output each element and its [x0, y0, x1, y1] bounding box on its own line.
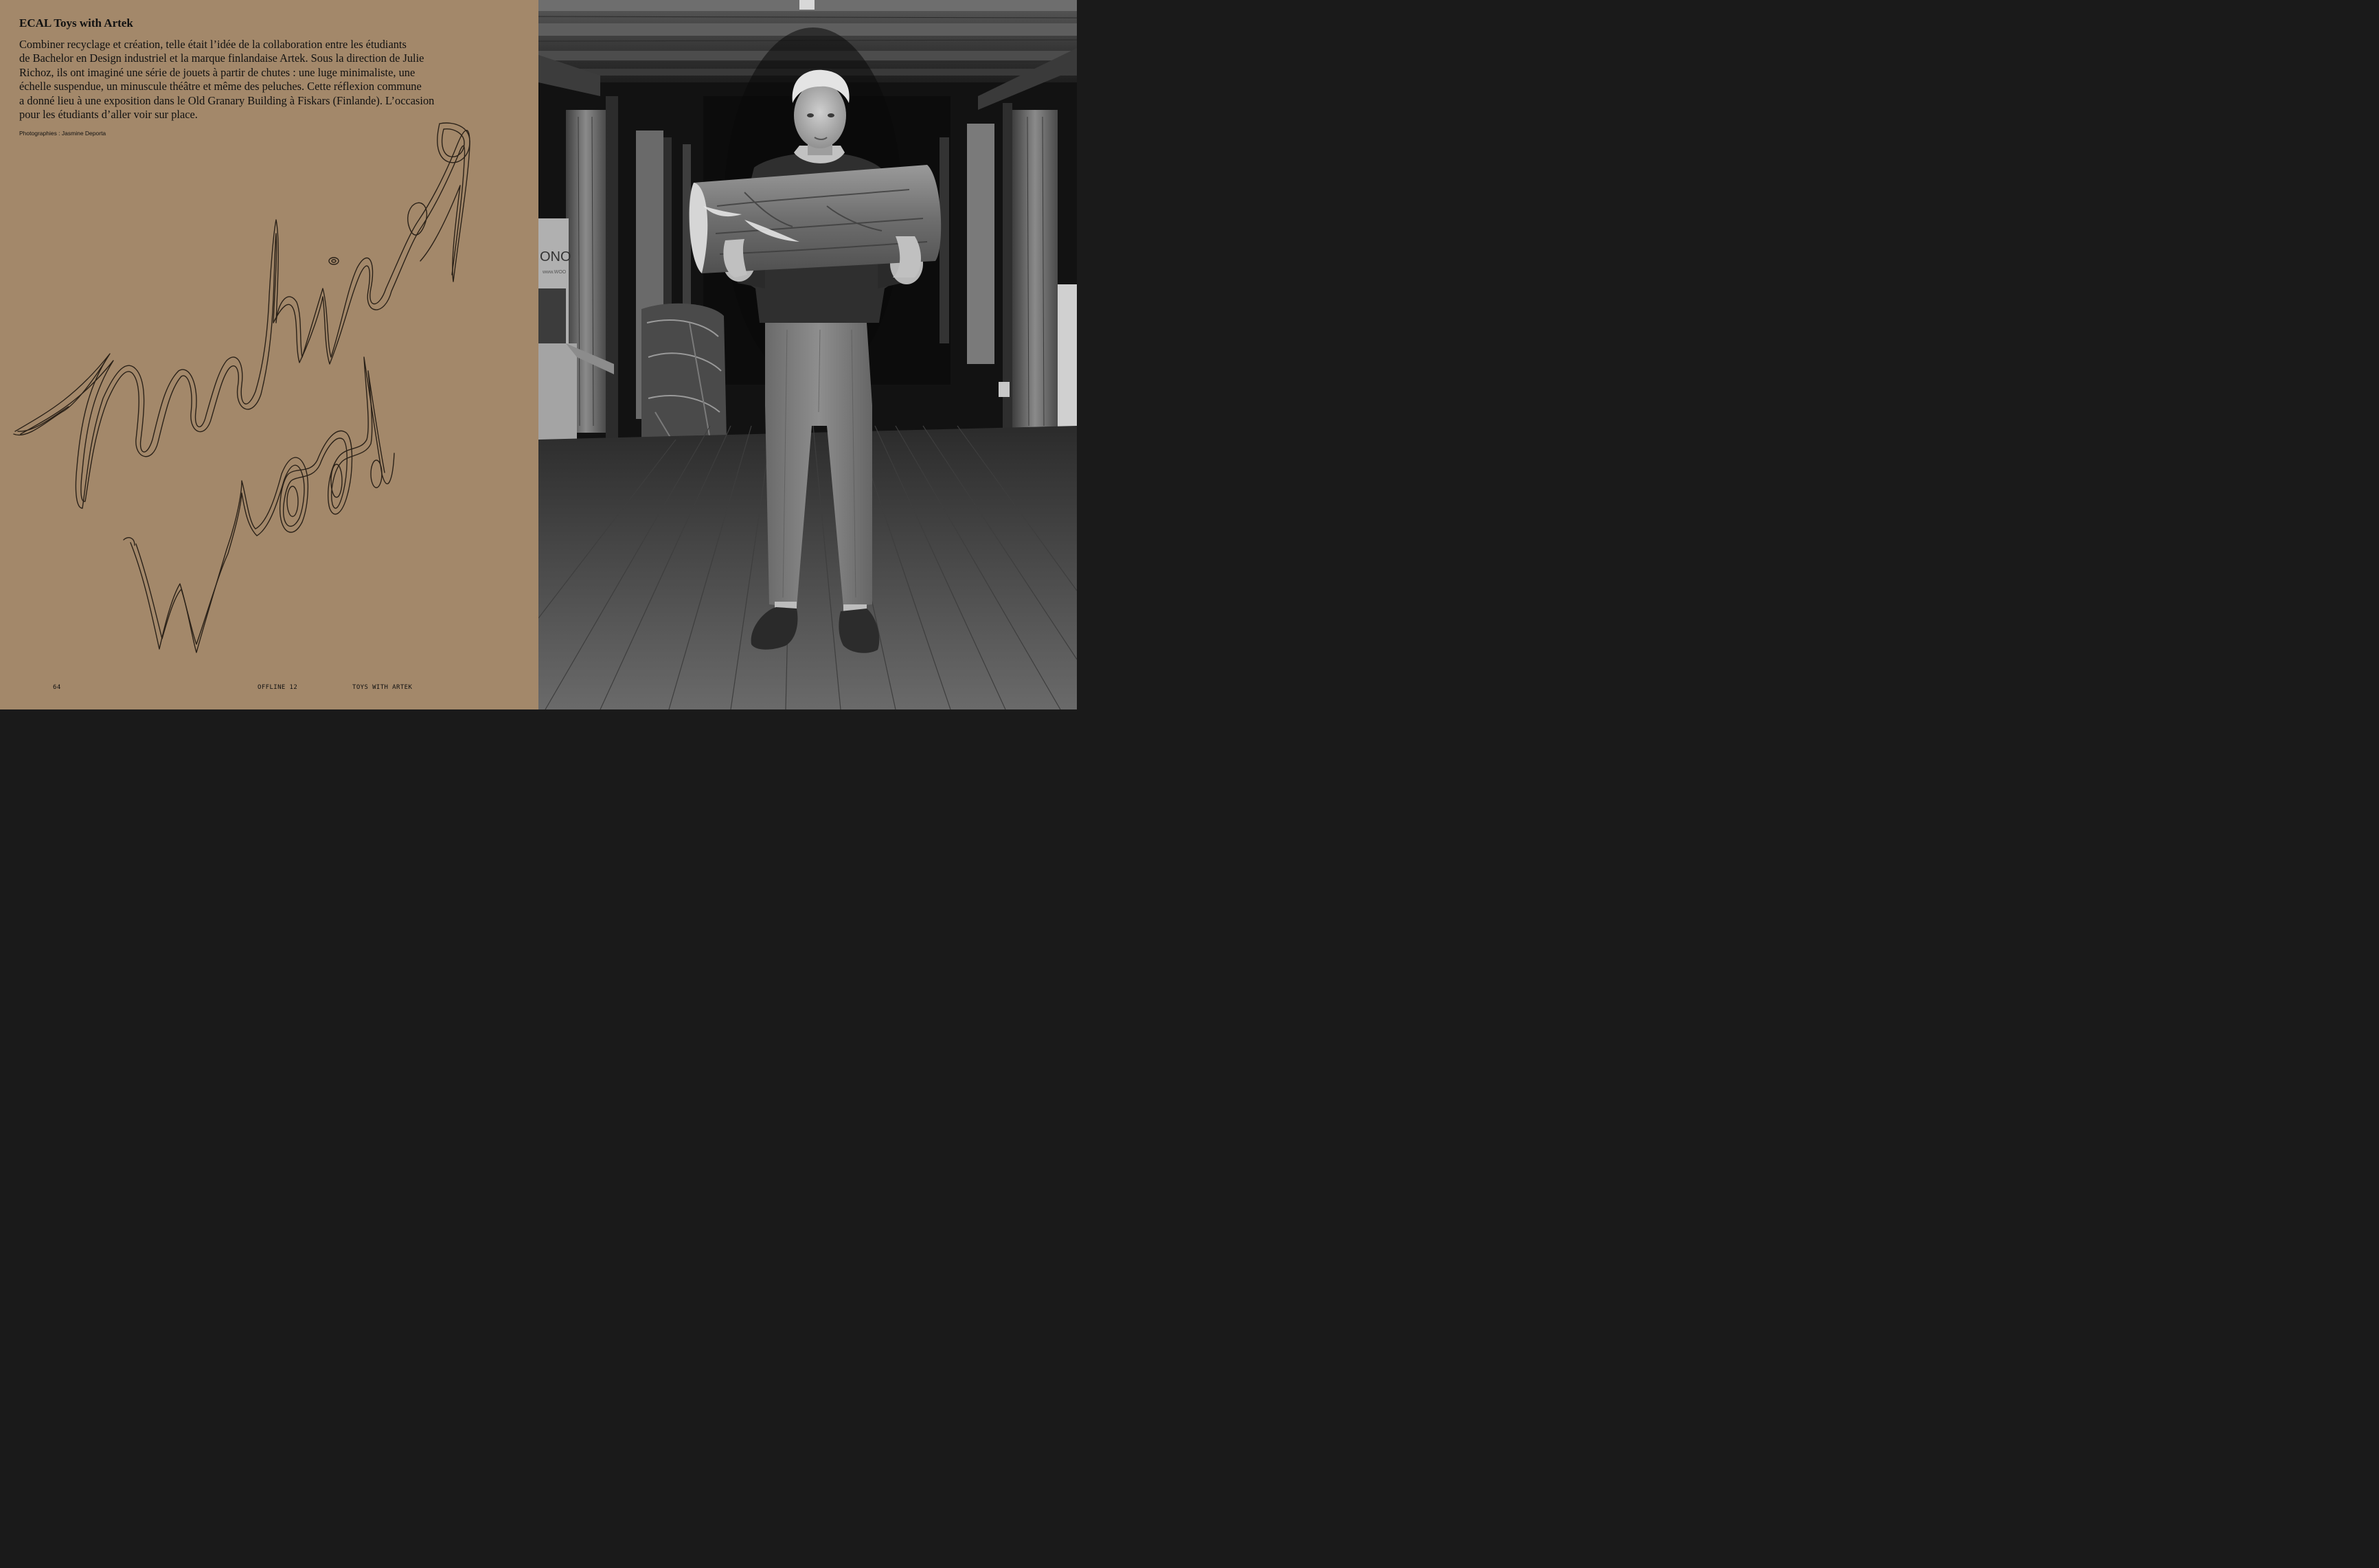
body-line: pour les étudiants d’aller voir sur place.	[19, 108, 198, 122]
box-label: ONO	[540, 249, 571, 264]
body-line: Combiner recyclage et création, telle était l’idée de la collaboration entre les étudiants	[19, 38, 407, 51]
lettering-line-wood	[124, 357, 394, 652]
body-line: échelle suspendue, un minuscule théâtre et même des peluches. Cette réflexion commune	[19, 80, 422, 93]
left-page	[0, 0, 538, 709]
magazine-issue: OFFLINE 12	[258, 684, 298, 691]
body-line: a donné lieu à une exposition dans le Old Granary Building à Fiskars (Finlande). L’occasion	[19, 93, 435, 107]
plastic-wrapped-object	[641, 304, 727, 448]
page-number: 64	[53, 684, 61, 691]
lettering-line-touching	[14, 123, 470, 508]
right-page-photo	[538, 0, 1077, 709]
photo-credit: Photographies : Jasmine Deporta	[19, 130, 106, 137]
section-title: TOYS WITH ARTEK	[352, 684, 413, 691]
magazine-spread	[0, 0, 1077, 709]
article-heading: ECAL Toys with Artek	[19, 16, 133, 30]
handwritten-title-lettering	[0, 0, 538, 709]
tree-log	[689, 165, 941, 277]
body-line: Richoz, ils ont imaginé une série de jouets à partir de chutes : une luge minimaliste, une	[19, 65, 416, 79]
box-url: www.WOO	[543, 270, 567, 275]
photo-boy-holding-log	[538, 0, 1077, 709]
body-line: de Bachelor en Design industriel et la marque finlandaise Artek. Sous la direction de Julie	[19, 52, 424, 65]
